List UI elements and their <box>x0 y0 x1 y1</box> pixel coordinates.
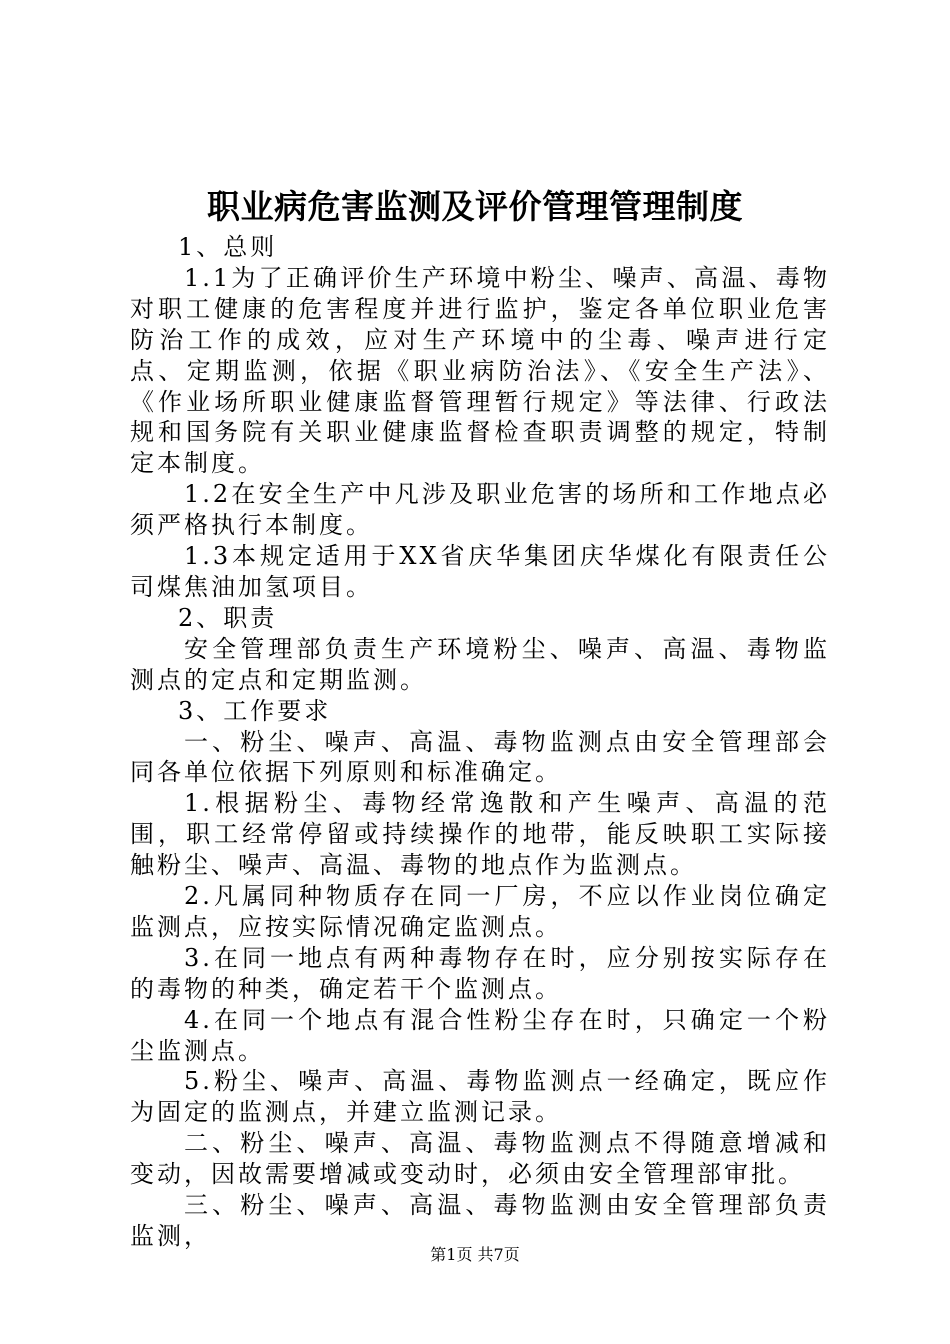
paragraph: 1.3本规定适用于XX省庆华集团庆华煤化有限责任公司煤焦油加氢项目。 <box>130 542 830 601</box>
paragraph: 一、粉尘、噪声、高温、毒物监测点由安全管理部会同各单位依据下列原则和标准确定。 <box>130 727 830 787</box>
paragraph: 5.粉尘、噪声、高温、毒物监测点一经确定，既应作为固定的监测点，并建立监测记录。 <box>130 1067 830 1127</box>
section-heading: 1、总则 <box>178 233 278 261</box>
paragraph: 2.凡属同种物质存在同一厂房，不应以作业岗位确定监测点，应按实际情况确定监测点。 <box>130 882 830 941</box>
paragraph: 三、粉尘、噪声、高温、毒物监测由安全管理部负责监测， <box>130 1191 830 1250</box>
paragraph: 1.2在安全生产中凡涉及职业危害的场所和工作地点必须严格执行本制度。 <box>130 480 830 540</box>
section-heading: 3、工作要求 <box>178 696 332 725</box>
paragraph: 二、粉尘、噪声、高温、毒物监测点不得随意增减和变动，因故需要增减或变动时，必须由安全管理部审批。 <box>130 1129 830 1189</box>
paragraph: 3.在同一地点有两种毒物存在时，应分别按实际存在的毒物的种类，确定若干个监测点。 <box>130 943 830 1003</box>
paragraph: 安全管理部负责生产环境粉尘、噪声、高温、毒物监测点的定点和定期监测。 <box>130 634 830 694</box>
page-number-footer: 第1页 共7页 <box>430 1245 520 1264</box>
paragraph: 1.根据粉尘、毒物经常逸散和产生噪声、高温的范围，职工经常停留或持续操作的地带，能反映职工实际接触粉尘、噪声、高温、毒物的地点作为监测点。 <box>130 789 830 880</box>
paragraph: 1.1为了正确评价生产环境中粉尘、噪声、高温、毒物对职工健康的危害程度并进行监护，鉴定各单位职业危害防治工作的成效，应对生产环境中的尘毒、噪声进行定点、定期监测，依据《职业病防治法》、《安全生产法》、《作业场所职业健康监督管理暂行规定》等法律、行政法规和国务院有关职业健康监督检查职责调整的规定，特制定本制度。 <box>130 263 830 478</box>
document-body <box>130 232 830 1252</box>
document-title: 职业病危害监测及评价管理管理制度 <box>207 187 743 226</box>
paragraph: 4.在同一个地点有混合性粉尘存在时，只确定一个粉尘监测点。 <box>130 1005 830 1065</box>
section-heading: 2、职责 <box>178 603 278 632</box>
